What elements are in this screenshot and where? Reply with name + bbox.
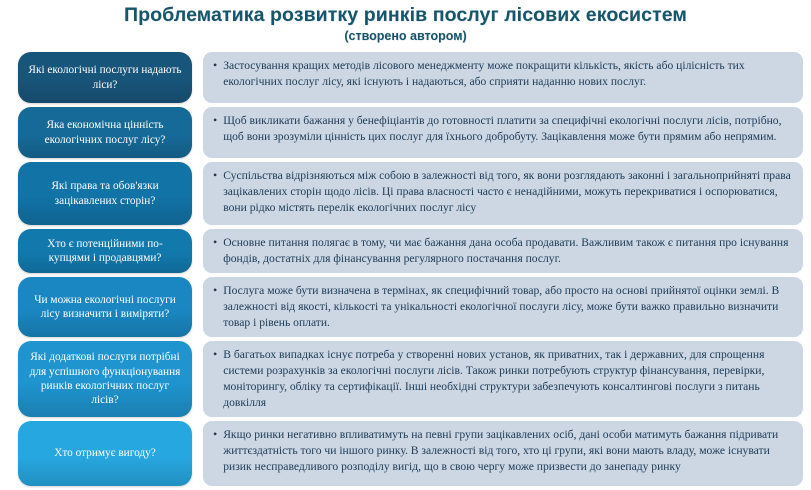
page-title: Проблематика розвитку ринків послуг лісових екосистем [124,4,687,26]
answer-panel-5 [203,341,803,417]
bullet-icon: • [213,113,218,127]
answer-text: Застосування кращих методів лісового менеджменту може покращити кількість, якість або цілісність тих екологічних послуг лісу, які існують і надаються, або сприяти наданню нових послуг. [223,59,745,88]
qa-rows-container [0,52,811,490]
question-label: Хто є потенційними по-купцями і продавцями? [47,237,163,264]
table-row [0,52,811,103]
table-row [0,421,811,486]
bullet-icon: • [213,235,218,249]
bullet-icon: • [213,346,218,361]
answer-panel-6 [203,421,803,486]
answer-text: В багатьох випадках існує потреба у створенні нових установ, як приватних, так і державних, для спрощення системи розрахунків за екологічні послуги лісів. Також ринки потребують структур фінансування, перевірки, моніторингу, обліку та сертифікації. Інші необхідні структури забезпечують консалтингові послуги з питань довкілля [223,347,765,409]
table-row [0,229,811,273]
title-block [0,0,811,44]
question-label: Які екологічні послуги надають ліси? [28,64,182,91]
question-chip-4[interactable] [18,277,192,337]
bullet-icon: • [213,58,218,72]
answer-panel-1 [203,107,803,158]
answer-text: Основне питання полягає в тому, чи має бажання дана особа продавати. Важливим також є питання про існування фондів, достатніх для фінансування регулярного постачання послуг. [223,236,789,265]
question-chip-2[interactable] [18,162,192,225]
question-chip-5[interactable] [18,341,192,417]
page-subtitle: (створено автором) [344,29,467,44]
answer-panel-2 [203,162,803,225]
answer-text: Послуга може бути визначена в термінах, як специфічний товар, або просто на основі прийнятої оцінки землі. В залежності від якості, кількості та унікальності екологічної послуги лісу, може бути важко правильно визначити товар і рівень оплати. [223,284,780,329]
question-chip-6[interactable] [18,421,192,486]
answer-panel-3 [203,229,803,273]
table-row [0,341,811,417]
question-chip-1[interactable] [18,107,192,158]
bullet-icon: • [213,168,218,182]
bullet-icon: • [213,426,218,441]
question-label: Хто отримує вигоду? [54,447,156,460]
question-label: Які права та обов'язки зацікавлених сторін? [51,180,159,207]
table-row [0,107,811,158]
table-row [0,162,811,225]
answer-text: Щоб викликати бажання у бенефіціантів до готовності платити за специфічні екологічні послуги лісів, потрібно, щоб вони зрозуміли цінність цих послуг для їхнього добробуту. Зацікавлення може бути прямим або непрямим. [223,114,782,143]
answer-text: Суспільства відрізняються між собою в залежності від того, як вони розглядають законні і загальноприйняті права зацікавлених сторін щодо лісів. Ці права власності часто є ненадійними, можуть перекриватися і оспорюватися, вони рідко містять перелік екологічних послуг лісу [223,169,791,214]
question-chip-3[interactable] [18,229,192,273]
question-chip-0[interactable] [18,52,192,103]
bullet-icon: • [213,283,218,297]
answer-panel-4 [203,277,803,337]
answer-panel-0 [203,52,803,103]
question-label: Яка економічна цінність екологічних послуг лісу? [44,119,166,146]
table-row [0,277,811,337]
answer-text: Якщо ринки негативно впливатимуть на певні групи зацікавлених осіб, дані особи матимуть бажання підривати життєздатність того чи іншого ринку. В залежності від того, хто ці групи, які вони мають владу, може існувати ризик несправедливого розподілу вигід, що в свою чергу може призвести до занепаду ринку [223,427,779,473]
question-label: Які додаткові послуги потрібні для успішного функціонування ринків екологічних послуг лісів? [29,351,181,407]
question-label: Чи можна екологічні послуги лісу визначити і виміряти? [34,293,176,320]
